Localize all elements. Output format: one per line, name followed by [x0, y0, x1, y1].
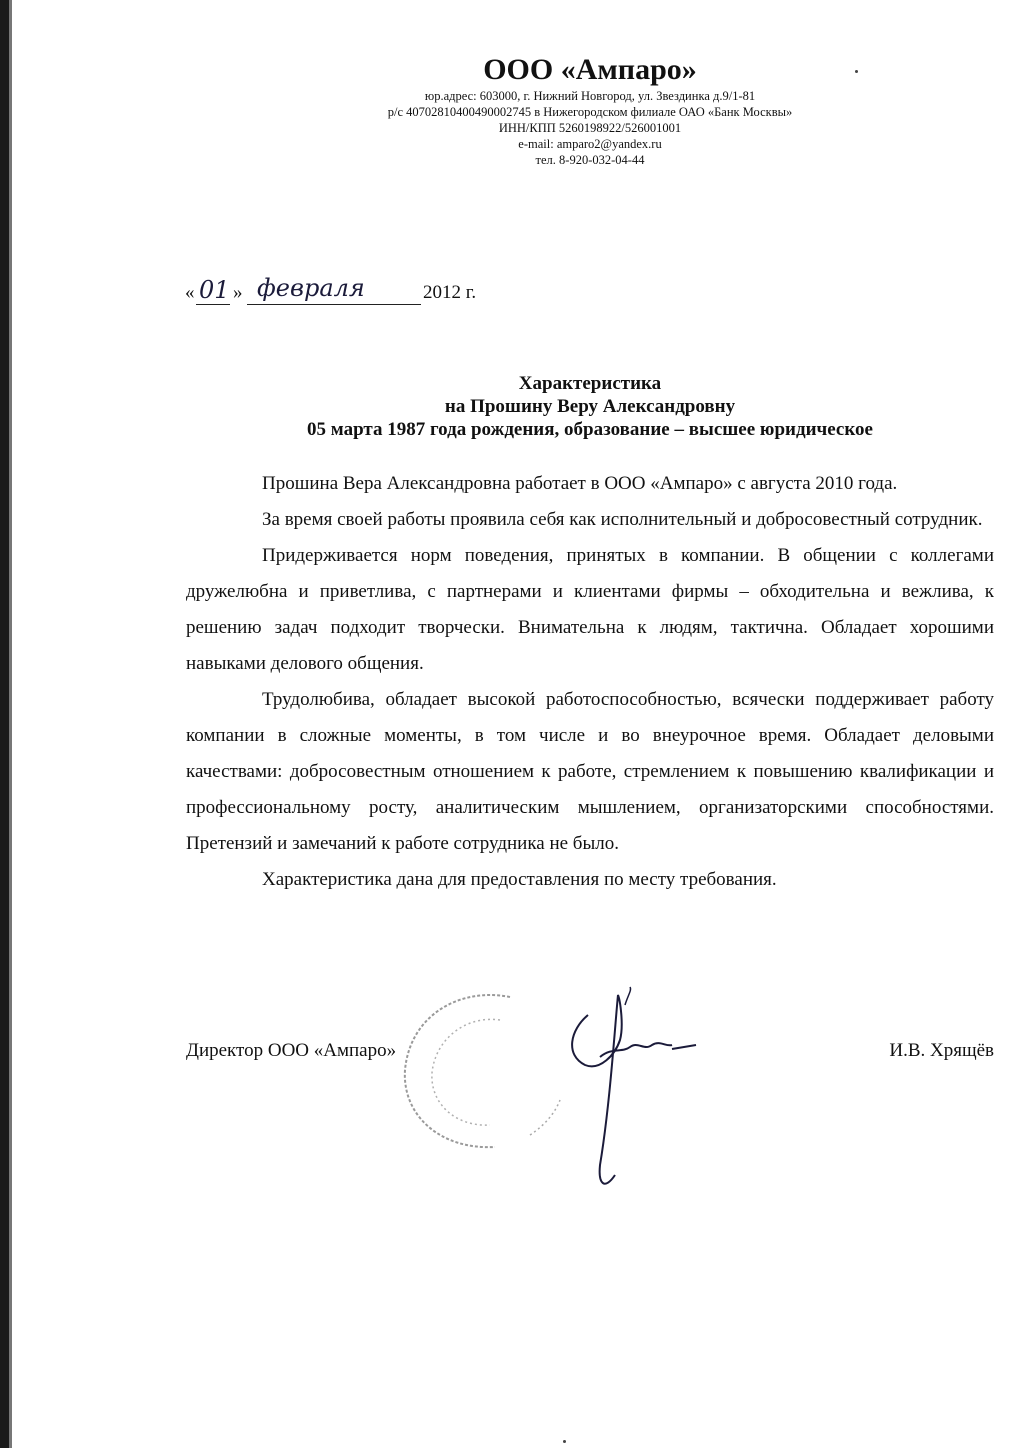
paragraph-2: За время своей работы проявила себя как исполнительный и добросовестный сотрудник. — [262, 509, 983, 530]
scan-edge — [0, 0, 9, 1448]
date-close-quote: » — [233, 282, 243, 303]
scan-edge-shadow — [9, 0, 12, 1448]
phone: тел. 8-920-032-04-44 — [535, 153, 645, 167]
title-line-3: 05 марта 1987 года рождения, образование – высшее юридическое — [307, 419, 873, 440]
inn-kpp: ИНН/КПП 5260198922/526001001 — [498, 121, 682, 135]
paragraph-3: Придерживается норм поведения, принятых в компании. В общении с коллегами дружелюбна и приветлива, с партнерами и клиентами фирмы – обходительна и вежлива, к решению задач подходит творчески. Внимательна к людям, тактична. Обладает хорошими навыками делового общения. — [186, 545, 994, 674]
scan-speck — [855, 70, 858, 73]
bank-account: р/с 40702810400490002745 в Нижегородском филиале ОАО «Банк Москвы» — [387, 105, 793, 119]
title-line-1: Характеристика — [518, 373, 662, 394]
scan-speck — [563, 1440, 566, 1443]
document-date — [185, 274, 505, 318]
paragraph-5: Характеристика дана для предоставления по месту требования. — [262, 869, 777, 890]
stamp-icon — [380, 985, 580, 1155]
company-name: ООО «Ампаро» — [483, 53, 697, 86]
director-name: И.В. Хрящёв — [889, 1040, 994, 1061]
date-day: 01 — [199, 276, 230, 304]
document-title — [186, 372, 994, 441]
legal-address: юр.адрес: 603000, г. Нижний Новгород, ул. Звездинка д.9/1-81 — [424, 89, 756, 103]
date-open-quote: « — [185, 282, 195, 303]
director-title: Директор ООО «Ампаро» — [186, 1040, 397, 1061]
document-body — [186, 466, 994, 898]
signature-row — [186, 1040, 994, 1070]
date-year: 2012 г. — [423, 282, 477, 303]
paragraph-4: Трудолюбива, обладает высокой работоспособностью, всячески поддерживает работу компании в сложные моменты, в том числе и во внеурочное время. Обладает деловыми качествами: добросовестным отношением к работе, стремлением к повышению квалификации и профессиональному росту, аналитическим мышлением, организаторскими способностями. Претензий и замечаний к работе сотрудника не было. — [186, 689, 994, 854]
letterhead — [250, 52, 930, 168]
signature-icon — [560, 985, 710, 1205]
date-month: февраля — [257, 274, 365, 302]
title-line-2: на Прошину Веру Александровну — [444, 396, 736, 417]
paragraph-1: Прошина Вера Александровна работает в ООО «Ампаро» с августа 2010 года. — [262, 473, 898, 494]
email: e-mail: amparo2@yandex.ru — [518, 137, 662, 151]
